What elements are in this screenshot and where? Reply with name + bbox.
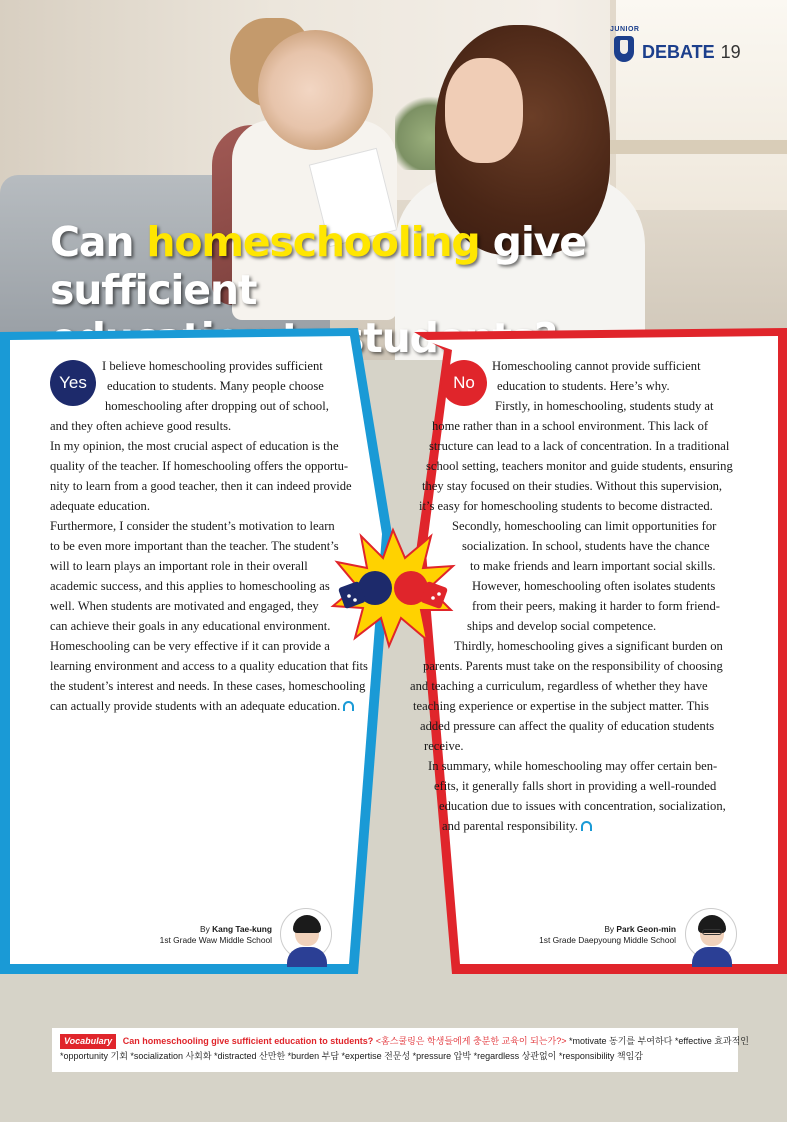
headphone-icon[interactable] (343, 701, 354, 711)
yes-line: homeschooling after dropping out of school, (105, 399, 329, 413)
yes-line: academic success, and this applies to homeschooling as (50, 579, 330, 593)
no-byline (520, 924, 676, 946)
yes-line: will to learn plays an important role in their overall (50, 559, 308, 573)
yes-line: Homeschooling can be very effective if it can provide a (50, 639, 330, 653)
vocabulary-line (60, 1034, 749, 1049)
yes-byline (120, 924, 272, 946)
yes-line: I believe homeschooling provides sufficient (102, 359, 323, 373)
author-school: 1st Grade Daepyoung Middle School (539, 935, 676, 945)
no-argument (410, 356, 755, 836)
yes-line: Furthermore, I consider the student’s motivation to learn (50, 519, 335, 533)
vocabulary-tag: Vocabulary (60, 1034, 116, 1049)
page-number: 19 (720, 42, 741, 62)
hero-girl-head (258, 30, 373, 150)
author-name: Kang Tae-kung (212, 924, 272, 934)
vocabulary-question-kr: <홈스쿨링은 학생들에게 충분한 교육이 되는가?> (375, 1036, 567, 1046)
headphone-icon[interactable] (581, 821, 592, 831)
yes-line: education to students. Many people choose (107, 379, 324, 393)
no-last-line-text: and parental responsibility. (442, 819, 578, 833)
no-line: However, homeschooling often isolates students (472, 579, 716, 593)
no-badge: No (441, 360, 487, 406)
no-line: from their peers, making it harder to form friend- (472, 599, 720, 613)
no-line: teaching experience or expertise in the subject matter. This (413, 699, 709, 713)
no-line: Secondly, homeschooling can limit opportunities for (452, 519, 717, 533)
no-line: education to students. Here’s why. (497, 379, 670, 393)
section-title: DEBATE (642, 42, 715, 62)
no-line: Firstly, in homeschooling, students study at (495, 399, 714, 413)
author-name: Park Geon-min (616, 924, 676, 934)
vocabulary-words: *opportunity 기회 *socialization 사회화 *distracted 산만한 *burden 부담 *expertise 전문성 *pressure 압박 *regardless 상관없이 *responsibility 책임감 (60, 1051, 643, 1061)
headline-highlight: homeschooling (146, 218, 480, 266)
yes-line: and they often achieve good results. (50, 419, 232, 433)
no-line: to make friends and learn important social skills. (470, 559, 716, 573)
no-line: receive. (424, 739, 464, 753)
no-line: education due to issues with concentration, socialization, (439, 799, 726, 813)
no-line: school setting, teachers monitor and guide students, ensuring (426, 459, 733, 473)
yes-line: In my opinion, the most crucial aspect of education is the (50, 439, 339, 453)
no-line: added pressure can affect the quality of education students (420, 719, 715, 733)
no-line: and teaching a curriculum, regardless of whether they have (410, 679, 708, 693)
no-line: parents. Parents must take on the responsibility of choosing (423, 659, 723, 673)
yes-line: quality of the teacher. If homeschooling offers the opportu- (50, 459, 349, 473)
avatar (280, 908, 332, 960)
headline-part: give sufficient (50, 218, 586, 314)
no-line: they stay focused on their studies. Without this supervision, (422, 479, 723, 493)
hero-mother-face (445, 58, 523, 163)
byline-prefix: By (604, 924, 617, 934)
yes-line (50, 696, 375, 716)
yes-line: nity to learn from a good teacher, then it can indeed provide (50, 479, 352, 493)
no-line: home rather than in a school environment. This lack of (432, 419, 709, 433)
no-line: ships and develop social competence. (467, 619, 657, 633)
vocabulary-question: Can homeschooling give sufficient education to students? (122, 1036, 374, 1046)
yes-line: learning environment and access to a quality education that fits (50, 659, 368, 673)
yes-last-line-text: can actually provide students with an adequate education. (50, 699, 341, 713)
yes-line: to be even more important than the teacher. The student’s (50, 539, 339, 553)
byline-prefix: By (200, 924, 213, 934)
junior-logo-icon (612, 26, 638, 64)
vocabulary-box (52, 1028, 749, 1072)
yes-line: well. When students are motivated and engaged, they (50, 599, 319, 613)
magazine-brand (612, 24, 741, 64)
brand-small-label: JUNIOR (610, 26, 640, 33)
no-line: it’s easy for homeschooling students to become distracted. (419, 499, 713, 513)
no-line: efits, it generally falls short in providing a well-rounded (434, 779, 717, 793)
author-school: 1st Grade Waw Middle School (159, 935, 272, 945)
yes-badge: Yes (50, 360, 96, 406)
headline-part: Can (50, 218, 147, 266)
avatar (685, 908, 737, 960)
no-line: structure can lead to a lack of concentration. In a traditional (429, 439, 730, 453)
no-line: In summary, while homeschooling may offer certain ben- (428, 759, 718, 773)
yes-argument (50, 356, 375, 716)
no-line: socialization. In school, students have the chance (462, 539, 710, 553)
no-line (410, 816, 755, 836)
no-line: Homeschooling cannot provide sufficient (492, 359, 701, 373)
yes-line: the student’s interest and needs. In these cases, homeschooling (50, 679, 366, 693)
yes-line: can achieve their goals in any educational environment. (50, 619, 331, 633)
yes-line: adequate education. (50, 499, 150, 513)
vocabulary-words: *motivate 동기를 부여하다 *effective 효과적인 (568, 1036, 749, 1046)
no-line: Thirdly, homeschooling gives a significant burden on (454, 639, 723, 653)
